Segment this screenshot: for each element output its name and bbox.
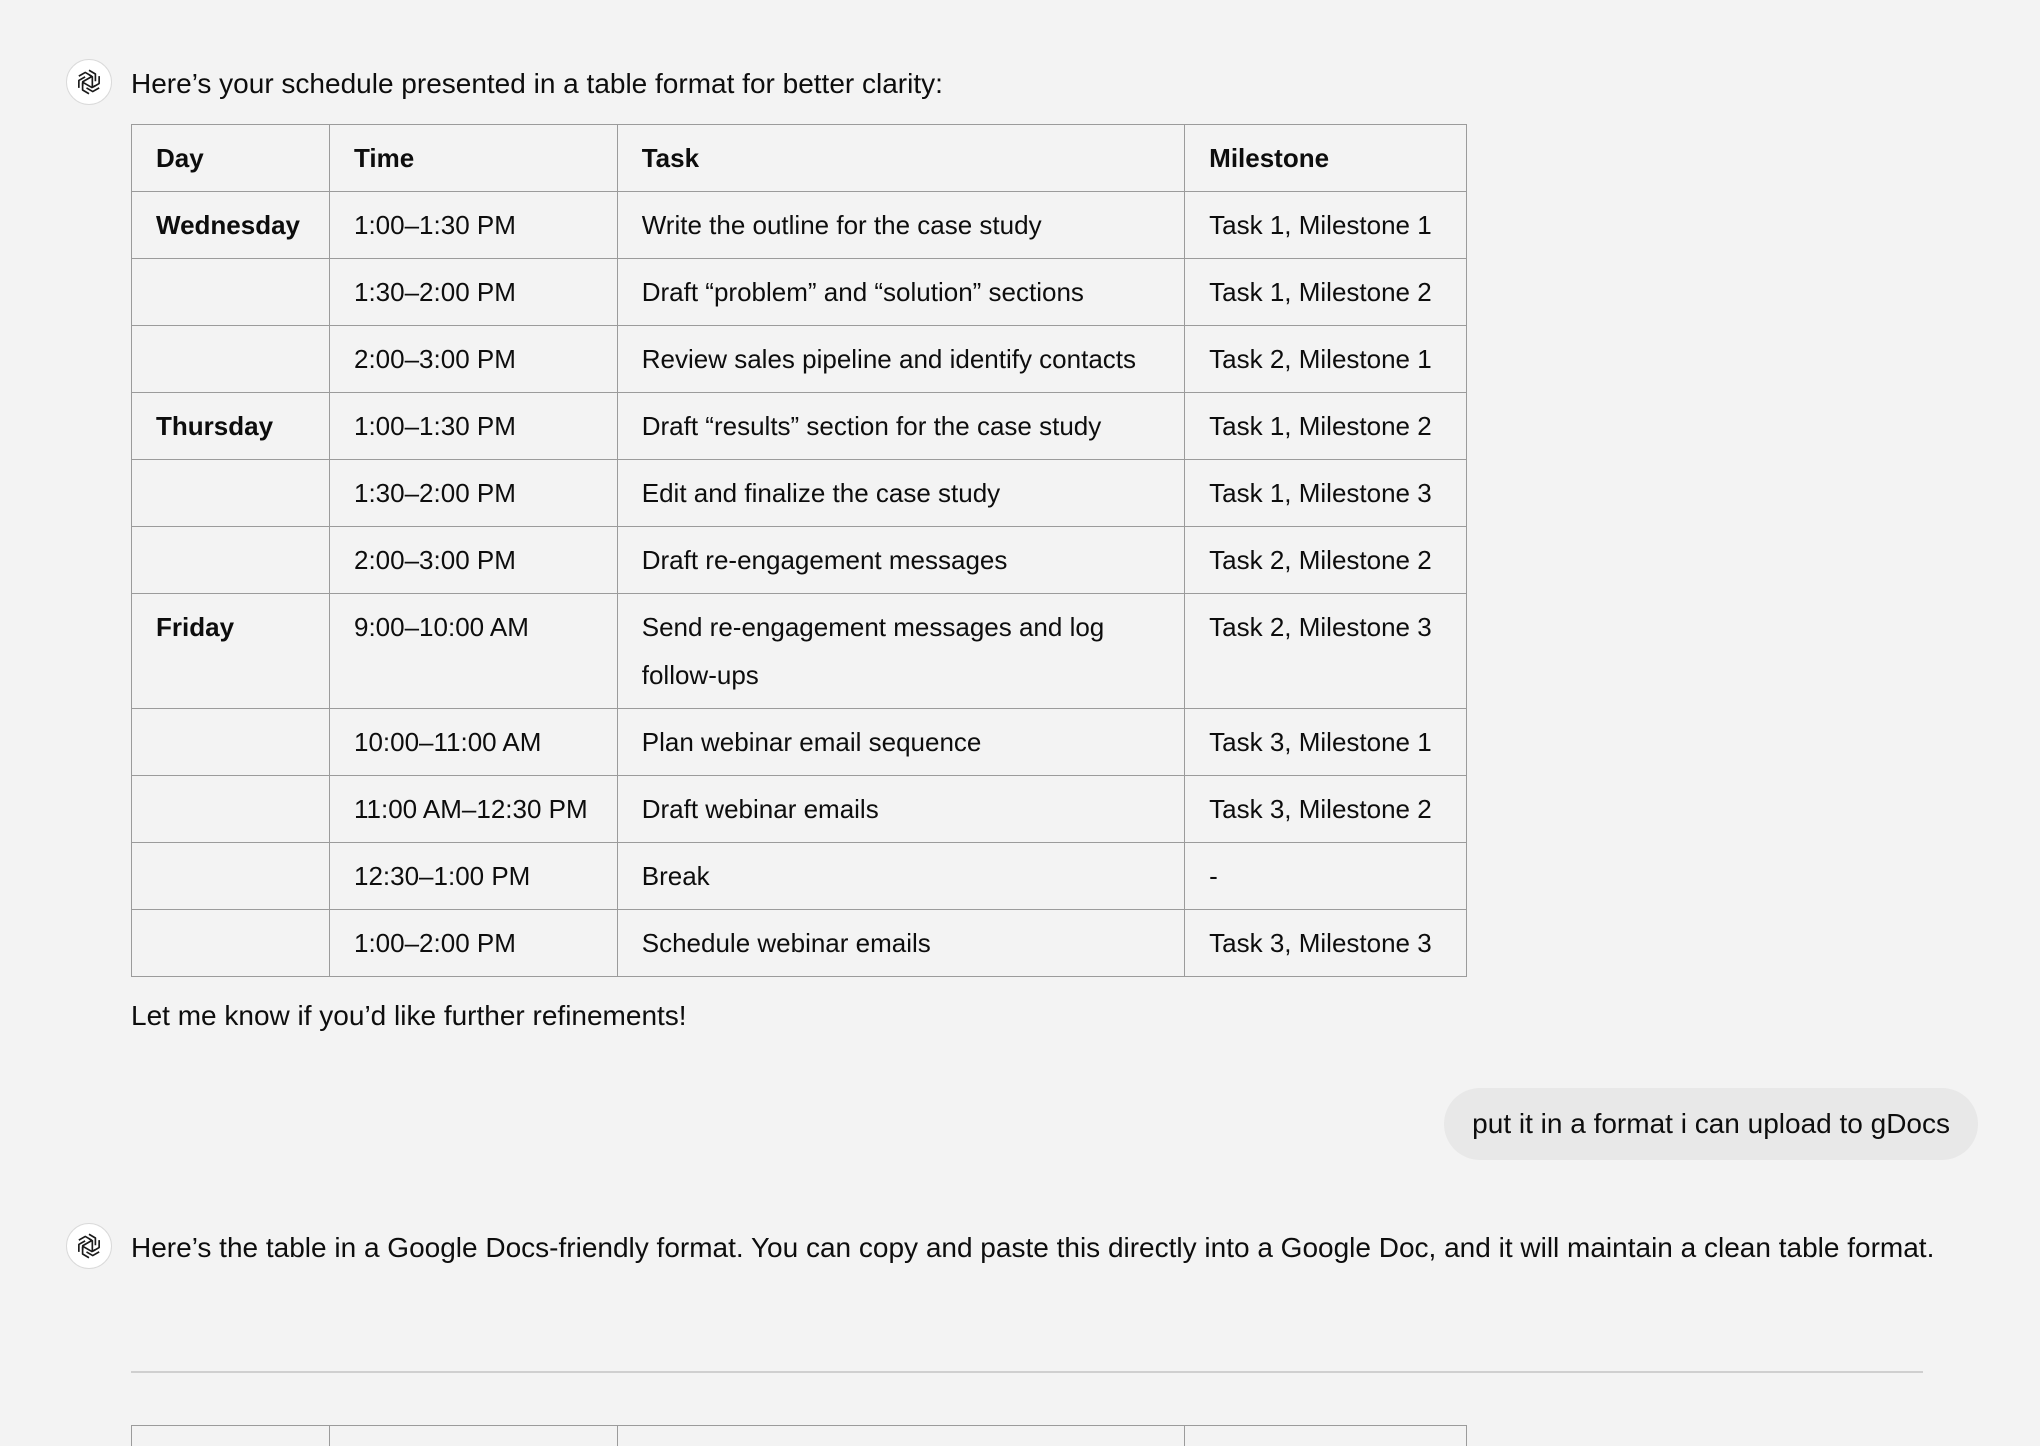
time-cell: 11:00 AM–12:30 PM <box>329 776 617 843</box>
milestone-cell: Task 3, Milestone 1 <box>1185 709 1467 776</box>
horizontal-divider <box>131 1371 1923 1373</box>
day-cell <box>132 326 330 393</box>
time-cell: 2:00–3:00 PM <box>329 326 617 393</box>
milestone-cell: Task 1, Milestone 2 <box>1185 259 1467 326</box>
table-row <box>132 709 1467 776</box>
task-cell: Send re-engagement messages and log follow-ups <box>617 594 1184 709</box>
milestone-cell: - <box>1185 843 1467 910</box>
table-header-row <box>132 125 1467 192</box>
task-cell: Write the outline for the case study <box>617 192 1184 259</box>
task-cell: Draft “problem” and “solution” sections <box>617 259 1184 326</box>
schedule-table <box>131 124 1467 977</box>
time-cell: 1:00–2:00 PM <box>329 910 617 977</box>
assistant-followup-text: Let me know if you’d like further refinements! <box>131 1000 687 1031</box>
header-task: Task <box>617 125 1184 192</box>
task-cell: Break <box>617 843 1184 910</box>
time-cell: 10:00–11:00 AM <box>329 709 617 776</box>
header-day: Day <box>132 125 330 192</box>
time-cell: 2:00–3:00 PM <box>329 527 617 594</box>
table-row <box>132 393 1467 460</box>
time-cell: 1:00–1:30 PM <box>329 192 617 259</box>
task-cell: Review sales pipeline and identify contacts <box>617 326 1184 393</box>
task-cell: Draft webinar emails <box>617 776 1184 843</box>
milestone-cell: Task 1, Milestone 1 <box>1185 192 1467 259</box>
openai-logo-icon <box>66 1223 112 1269</box>
milestone-cell: Task 3, Milestone 3 <box>1185 910 1467 977</box>
day-cell <box>132 843 330 910</box>
day-cell <box>132 259 330 326</box>
table-row <box>132 910 1467 977</box>
table-row <box>132 843 1467 910</box>
assistant-gdocs-text: Here’s the table in a Google Docs-friendly format. You can copy and paste this directly into a Google Doc, and it will maintain a clean table format. <box>131 1232 1935 1263</box>
day-cell <box>132 460 330 527</box>
time-cell: 12:30–1:00 PM <box>329 843 617 910</box>
schedule-table-container[interactable] <box>131 124 1467 958</box>
task-cell: Draft “results” section for the case study <box>617 393 1184 460</box>
day-cell <box>132 527 330 594</box>
time-cell: 1:30–2:00 PM <box>329 460 617 527</box>
task-cell: Plan webinar email sequence <box>617 709 1184 776</box>
table-row <box>132 460 1467 527</box>
openai-logo-icon <box>66 59 112 105</box>
time-cell: 9:00–10:00 AM <box>329 594 617 709</box>
day-cell <box>132 910 330 977</box>
time-cell: 1:30–2:00 PM <box>329 259 617 326</box>
table-row <box>132 259 1467 326</box>
assistant-intro-text: Here’s your schedule presented in a table format for better clarity: <box>131 68 943 99</box>
gdocs-table-preview <box>131 1425 1467 1436</box>
day-cell: Thursday <box>132 393 330 460</box>
header-time: Time <box>329 125 617 192</box>
milestone-cell: Task 1, Milestone 3 <box>1185 460 1467 527</box>
day-cell <box>132 709 330 776</box>
task-cell: Schedule webinar emails <box>617 910 1184 977</box>
milestone-cell: Task 1, Milestone 2 <box>1185 393 1467 460</box>
time-cell: 1:00–1:30 PM <box>329 393 617 460</box>
day-cell: Friday <box>132 594 330 709</box>
milestone-cell: Task 3, Milestone 2 <box>1185 776 1467 843</box>
header-milestone: Milestone <box>1185 125 1467 192</box>
milestone-cell: Task 2, Milestone 1 <box>1185 326 1467 393</box>
table-row <box>132 527 1467 594</box>
task-cell: Edit and finalize the case study <box>617 460 1184 527</box>
milestone-cell: Task 2, Milestone 3 <box>1185 594 1467 709</box>
table-row <box>132 192 1467 259</box>
day-cell: Wednesday <box>132 192 330 259</box>
task-cell: Draft re-engagement messages <box>617 527 1184 594</box>
milestone-cell: Task 2, Milestone 2 <box>1185 527 1467 594</box>
day-cell <box>132 776 330 843</box>
table-row <box>132 776 1467 843</box>
table-row <box>132 326 1467 393</box>
user-message-bubble: put it in a format i can upload to gDocs <box>1444 1088 1978 1160</box>
table-row <box>132 594 1467 709</box>
